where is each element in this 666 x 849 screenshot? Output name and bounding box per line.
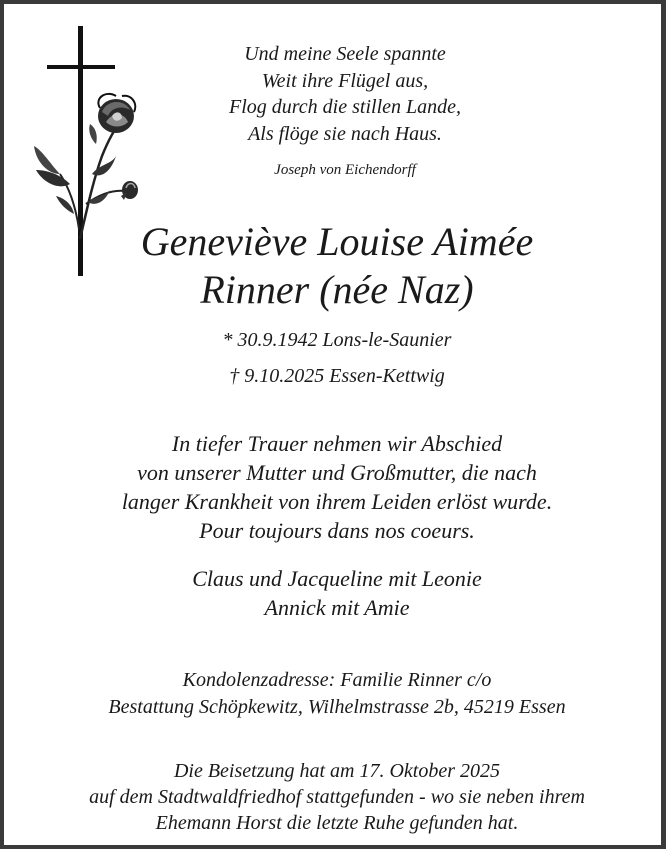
burial-line: Die Beisetzung hat am 17. Oktober 2025 [173,760,501,782]
message-line: In tiefer Trauer nehmen wir Abschied [171,431,503,456]
mourner-line: Claus und Jacqueline mit Leonie [192,566,482,591]
death-date: † 9.10.2025 Essen-Kettwig [229,365,445,387]
burial-line: Ehemann Horst die letzte Ruhe gefunden hat. [155,812,519,834]
message-line: Pour toujours dans nos coeurs. [199,518,475,543]
mourner-line: Annick mit Amie [264,595,410,620]
name-line-1: Geneviève Louise Aimée [140,219,534,264]
address-line: Kondolenzadresse: Familie Rinner c/o [182,669,492,691]
name-line-2: Rinner (née Naz) [200,267,474,312]
birth-date: * 30.9.1942 Lons-le-Saunier [222,329,452,351]
poem-verse [12,41,666,147]
deceased-name [4,218,666,314]
message-line: von unserer Mutter und Großmutter, die nach [137,460,537,485]
mourning-message [4,429,666,545]
poem-line: Flog durch die stillen Lande, [228,96,461,118]
poem-line: Und meine Seele spannte [244,43,446,65]
address-line: Bestattung Schöpkewitz, Wilhelmstrasse 2b, 45219 Essen [108,696,566,718]
burial-line: auf dem Stadtwaldfriedhof stattgefunden - wo sie neben ihrem [89,786,585,808]
poem-author: Joseph von Eichendorff [274,162,416,178]
poem-line: Als flöge sie nach Haus. [248,122,442,145]
poem-line: Weit ihre Flügel aus, [261,69,429,92]
mourners-list [4,564,666,622]
burial-notice [4,758,666,836]
message-line: langer Krankheit von ihrem Leiden erlöst wurde. [121,489,553,514]
condolence-address [4,667,666,721]
